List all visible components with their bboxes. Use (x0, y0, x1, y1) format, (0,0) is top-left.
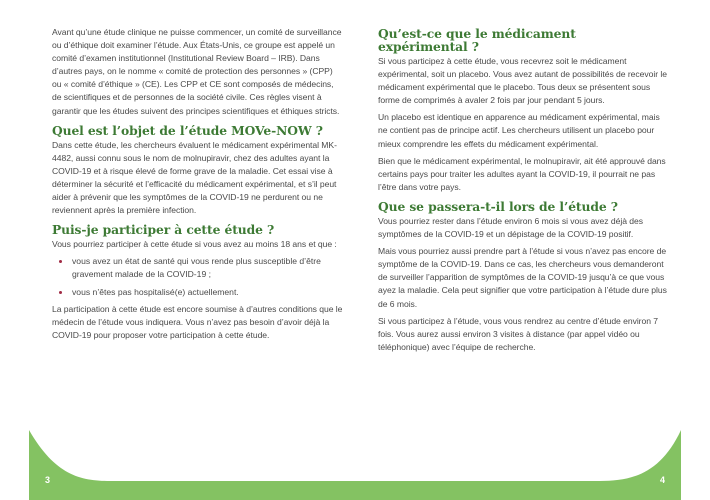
heading-study-purpose: Quel est l’objet de l’étude MOVe-NOW ? (52, 122, 323, 138)
bullet-icon (59, 260, 62, 263)
intro-paragraph: Avant qu’une étude clinique ne puisse commencer, un comité de surveillance ou d’éthique doit examiner l’étude. Aux États-Unis, ce groupe est appelé un comité d’examen institutionnel (Institutional Review Board – IRB). Dans d’autres pays, on le nomme « comité de protection des personnes » (CPP) ou « comité d’éthique » (CE). Les CPP et CE sont composés de médecins, de scientifiques et de personnes de la société civile. Ces règles visent à garantir que les études suivent des principes scientifiques et éthiques stricts. (52, 27, 342, 116)
what-happens-paragraph-2: Mais vous pourriez aussi prendre part à l’étude si vous n’avez pas encore de symptôme de la COVID-19. Dans ce cas, les chercheurs vous demanderont de surveiller l’apparition de symptômes de la COVID-19 jusqu’à ce que vous ayez la maladie. Cela peut signifier que votre participation à l’étude dure plus de 6 mois. (378, 246, 667, 309)
what-happens-paragraph-1: Vous pourriez rester dans l’étude environ 6 mois si vous avez déjà des symptômes de la COVID-19 et un dépistage de la COVID-19 positif. (378, 215, 643, 240)
drug-paragraph-2: Un placebo est identique en apparence au médicament expérimental, mais ne contient pas de principe actif. Les chercheurs utilisent un placebo pour mieux comprendre les effets du médicament expérimental. (378, 112, 660, 149)
page-number-right: 4 (660, 475, 666, 485)
bullet-icon (59, 291, 62, 294)
study-purpose-paragraph: Dans cette étude, les chercheurs évaluent le médicament expérimental MK-4482, aussi connu sous le nom de molnupiravir, chez des adultes ayant la COVID-19 et à risque élevé de forme grave de la maladie. Cet essai vise à déterminer la sécurité et l’efficacité du médicament expérimental, et s’il peut aider à prévenir que les symptômes de la COVID-19 ne perdurent ou ne reviennent après la première infection. (52, 139, 337, 216)
what-happens-paragraph-3: Si vous participez à l’étude, vous vous rendrez au centre d’étude environ 7 fois. Vous aurez aussi environ 3 visites à distance (par appel vidéo ou téléphonique) avec l’équipe de recherche. (378, 315, 659, 352)
eligibility-intro: Vous pourriez participer à cette étude si vous avez au moins 18 ans et que : (52, 239, 337, 250)
eligibility-outro: La participation à cette étude est encore soumise à d’autres conditions que le médecin de l’étude vous indiquera. Vous n’avez pas besoin d’avoir déjà la COVID-19 pour proposer votre participation à cette étude. (52, 303, 343, 340)
heading-eligibility: Puis-je participer à cette étude ? (52, 222, 275, 238)
heading-investigational-drug: Qu’est-ce que le médicament expérimental ? (378, 26, 576, 54)
footer-left-curve (29, 430, 355, 500)
eligibility-list (52, 255, 344, 298)
list-item: vous n’êtes pas hospitalisé(e) actuellement. (72, 286, 344, 299)
heading-what-happens: Que se passera-t-il lors de l’étude ? (378, 198, 618, 214)
footer-right-curve (355, 430, 681, 500)
list-item: vous avez un état de santé qui vous rende plus susceptible d’être gravement malade de la COVID-19 ; (72, 255, 344, 281)
page-number-left: 3 (45, 475, 51, 485)
drug-paragraph-1: Si vous participez à cette étude, vous recevrez soit le médicament expérimental, soit un placebo. Vous avez autant de possibilités de recevoir le médicament expérimental que le placebo. Tous deux se présentent sous forme de comprimés à avaler 2 fois par jour pendant 5 jours. (378, 56, 667, 106)
drug-paragraph-3: Bien que le médicament expérimental, le molnupiravir, ait été approuvé dans certains pays pour traiter les adultes ayant la COVID-19, il pourrait ne pas l’être dans votre pays. (378, 155, 666, 192)
right-page (378, 27, 670, 358)
left-page (52, 26, 344, 346)
